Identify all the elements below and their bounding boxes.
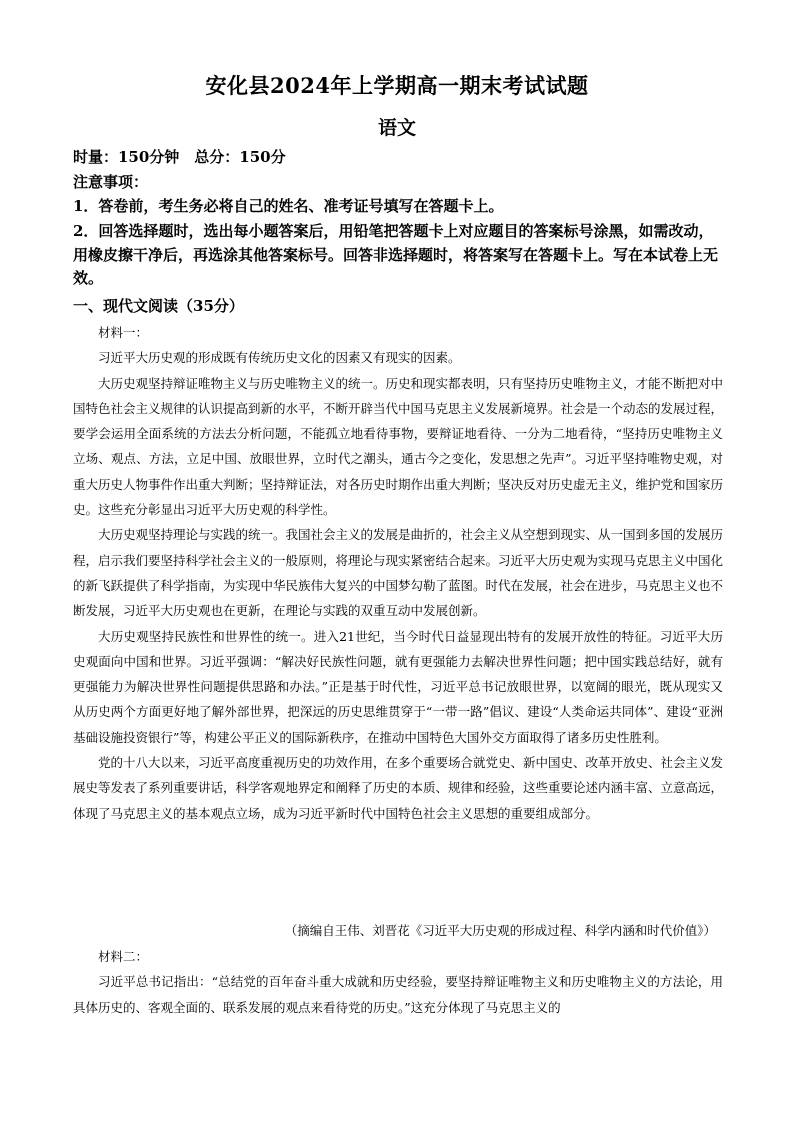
material1-label: 材料一： <box>98 325 149 340</box>
section-heading: 一、现代文阅读（35分） <box>73 297 244 315</box>
material1-block <box>73 320 723 826</box>
notice-heading: 注意事项： <box>73 173 149 191</box>
exam-subject: 语文 <box>377 117 416 139</box>
instruction-2: 2．回答选择题时，选出每小题答案后，用铅笔把答题卡上对应题目的答案标号涂黑，如需改动，用橡皮擦干净后，再选涂其他答案标号。回答非选择题时，将答案写在答题卡上。写在本试卷上无效。 <box>73 222 719 287</box>
material2-label: 材料二： <box>98 949 149 964</box>
material1-paragraph: 大历史观坚持民族性和世界性的统一。进入21世纪，当今时代日益显现出特有的发展开放性的特征。习近平大历史观面向中国和世界。习近平强调：“解决好民族性问题，就有更强能力去解决世界性问题；把中国实践总结好，就有更强能力为解决世界性问题提供思路和办法。”正是基于时代性，习近平总书记放眼世界，以宽阔的眼光，既从现实又从历史两个方面更好地了解外部世界，把深远的历史思维贯穿于“一带一路”倡议、建设“人类命运共同体”、建设“亚洲基础设施投资银行”等，构建公平正义的国际新秩序，在推动中国特色大国外交方面取得了诸多历史性胜利。 <box>73 628 723 745</box>
material1-source: （摘编自王伟、刘晋花《习近平大历史观的形成过程、科学内涵和时代价值》） <box>284 923 716 938</box>
instruction-1: 1．答卷前，考生务必将自己的姓名、准考证号填写在答题卡上。 <box>73 197 504 215</box>
material1-paragraph: 习近平大历史观的形成既有传统历史文化的因素又有现实的因素。 <box>98 350 461 366</box>
material1-paragraph: 党的十八大以来，习近平高度重视历史的功效作用，在多个重要场合就党史、新中国史、改革开放史、社会主义发展史等发表了系列重要讲话，科学客观地界定和阐释了历史的本质、规律和经验，这些重要论述内涵丰富、立意高远，体现了马克思主义的基本观点立场，成为习近平新时代中国特色社会主义思想的重要组成部分。 <box>73 755 724 821</box>
time-score: 时量：150分钟 总分：150分 <box>73 148 286 166</box>
material1-paragraph: 大历史观坚持理论与实践的统一。我国社会主义的发展是曲折的，社会主义从空想到现实、从一国到多国的发展历程，启示我们要坚持科学社会主义的一般原则，将理论与现实紧密结合起来。习近平大历史观为实现马克思主义中国化的新飞跃提供了科学指南，为实现中华民族伟大复兴的中国梦勾勒了蓝图。时代在发展，社会在进步，马克思主义也不断发展，习近平大历史观也在更新，在理论与实践的双重互动中发展创新。 <box>73 527 724 619</box>
exam-title: 安化县2024年上学期高一期末考试试题 <box>205 73 589 98</box>
material2-paragraph: 习近平总书记指出：“总结党的百年奋斗重大成就和历史经验，要坚持辩证唯物主义和历史唯物主义的方法论，用具体历史的、客观全面的、联系发展的观点来看待党的历史。”这充分体现了马克思主义的 <box>73 974 723 1015</box>
material2-block <box>73 944 723 1020</box>
material1-paragraph: 大历史观坚持辩证唯物主义与历史唯物主义的统一。历史和现实都表明，只有坚持历史唯物主义，才能不断把对中国特色社会主义规律的认识提高到新的水平，不断开辟当代中国马克思主义发展新境界。社会是一个动态的发展过程，要学会运用全面系统的方法去分析问题，不能孤立地看待事物，要辩证地看待、一分为二地看待，“坚持历史唯物主义立场、观点、方法，立足中国、放眼世界，立时代之潮头，通古今之变化，发思想之先声”。习近平坚持唯物史观，对重大历史人物事件作出重大判断；坚持辩证法，对各历史时期作出重大判断；坚决反对历史虚无主义，维护党和国家历史。这些充分彰显出习近平大历史观的科学性。 <box>73 375 724 518</box>
